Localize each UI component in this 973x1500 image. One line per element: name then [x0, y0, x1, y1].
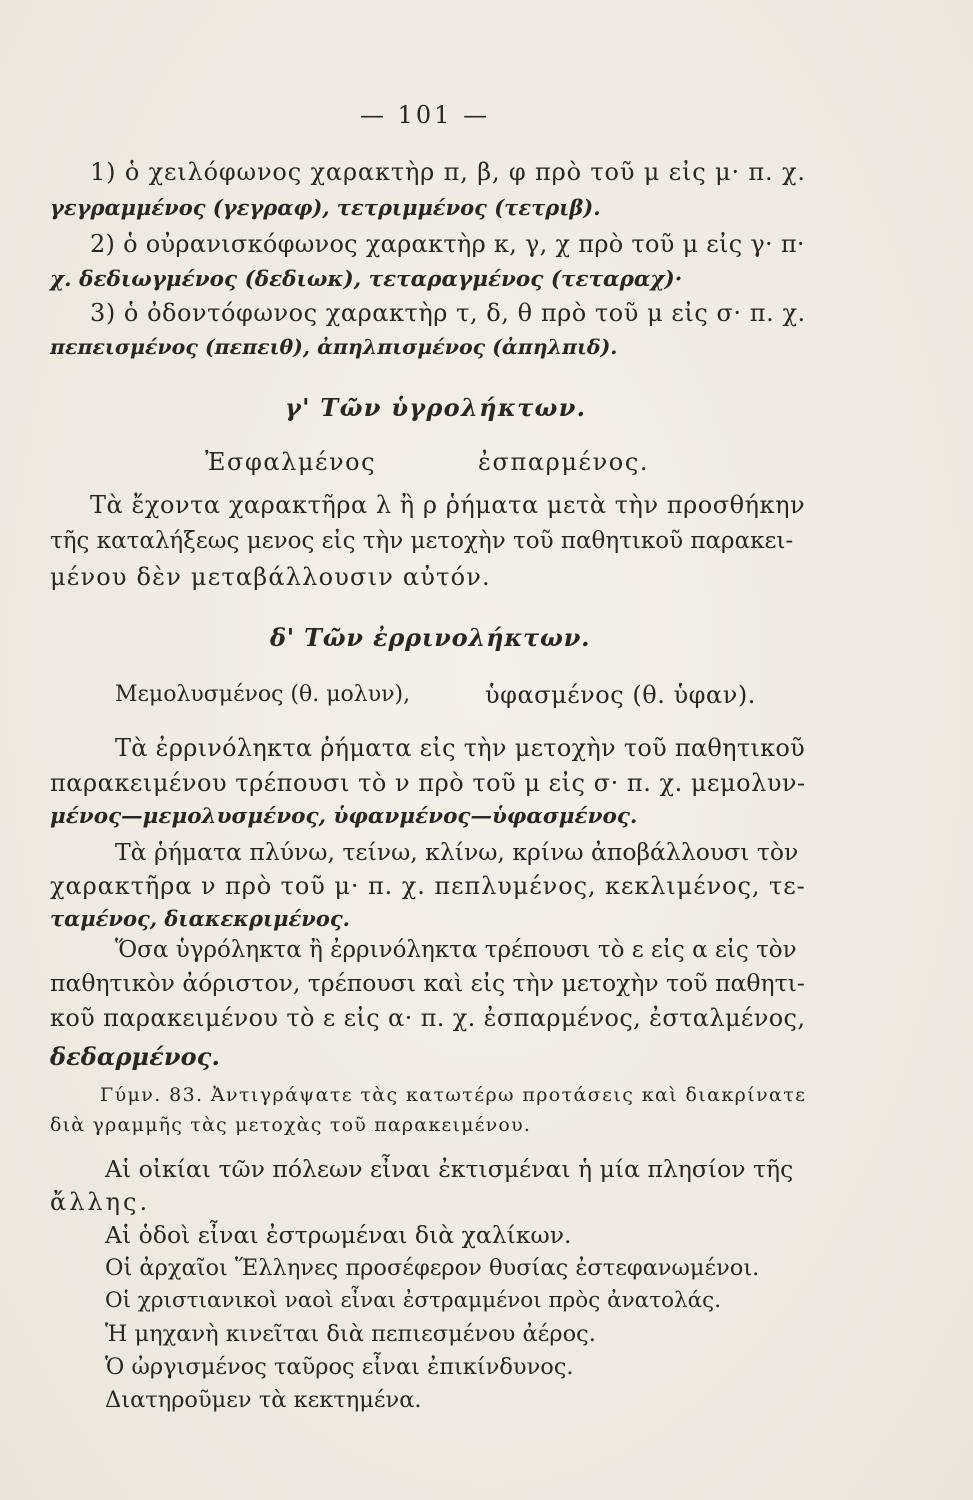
text-line: δεδαρμένος. — [50, 1042, 220, 1071]
text-line: κοῦ παρακειμένου τὸ ε εἰς α· π. χ. ἐσπαρμένος, ἐσταλμένος, — [50, 1004, 806, 1032]
exercise-line: Γύμν. 83. Ἀντιγράψατε τὰς κατωτέρω προτάσεις καὶ διακρίνατε — [100, 1084, 807, 1106]
text-line: τῆς καταλήξεως μενος εἰς τὴν μετοχὴν τοῦ παθητικοῦ παρακει- — [50, 528, 794, 554]
text-line: πεπεισμένος (πεπειθ), ἀπηλπισμένος (ἀπηλπιδ). — [50, 335, 618, 359]
sentence-line: ἄλλης. — [50, 1188, 151, 1216]
text-line: 2) ὁ οὐρανισκόφωνος χαρακτὴρ κ, γ, χ πρὸ τοῦ μ εἰς γ· π· — [90, 230, 805, 258]
text-line: Τὰ ῥήματα πλύνω, τείνω, κλίνω, κρίνω ἀποβάλλουσι τὸν — [115, 838, 799, 866]
example-word: ἐσπαρμένος. — [478, 448, 650, 476]
sentence-line: Οἱ ἀρχαῖοι Ἕλληνες προσέφερον θυσίας ἐστεφανωμένοι. — [105, 1255, 760, 1281]
example-word: Ἐσφαλμένος — [205, 448, 377, 476]
text-line: Τὰ ἔχοντα χαρακτῆρα λ ἢ ρ ῥήματα μετὰ τὴν προσθήκην — [90, 491, 806, 519]
section-heading: γ' Τῶν ὑγρολήκτων. — [285, 393, 587, 422]
sentence-line: Οἱ χριστιανικοὶ ναοὶ εἶναι ἐστραμμένοι πρὸς ἀνατολάς. — [105, 1288, 722, 1313]
sentence-line: Αἱ ὁδοὶ εἶναι ἐστρωμέναι διὰ χαλίκων. — [105, 1221, 572, 1249]
sentence-line: Αἱ οἰκίαι τῶν πόλεων εἶναι ἐκτισμέναι ἡ μία πλησίον τῆς — [105, 1155, 794, 1183]
text-line: μένος—μεμολυσμένος, ὑφανμένος—ὑφασμένος. — [50, 804, 638, 829]
text-line: Τὰ ἐρρινόληκτα ῥήματα εἰς τὴν μετοχὴν τοῦ παθητικοῦ — [115, 734, 805, 762]
page-number: — 101 — — [360, 101, 491, 129]
text-line: 1) ὁ χειλόφωνος χαρακτὴρ π, β, φ πρὸ τοῦ μ εἰς μ· π. χ. — [90, 158, 806, 186]
text-line: 3) ὁ ὀδοντόφωνος χαρακτὴρ τ, δ, θ πρὸ τοῦ μ εἰς σ· π. χ. — [90, 299, 806, 327]
text-line: μένου δὲν μεταβάλλουσιν αὐτόν. — [50, 563, 491, 591]
text-line: ταμένος, διακεκριμένος. — [50, 906, 350, 931]
sentence-line: Ὁ ὠργισμένος ταῦρος εἶναι ἐπικίνδυνος. — [105, 1354, 574, 1380]
text-line: παρακειμένου τρέπουσι τὸ ν πρὸ τοῦ μ εἰς σ· π. χ. μεμολυν- — [50, 769, 806, 797]
text-line: παθητικὸν ἀόριστον, τρέπουσι καὶ εἰς τὴν μετοχὴν τοῦ παθητι- — [50, 969, 805, 997]
sentence-line: Ἡ μηχανὴ κινεῖται διὰ πεπιεσμένου ἀέρος. — [105, 1321, 596, 1347]
section-heading: δ' Τῶν ἐρρινολήκτων. — [270, 623, 591, 652]
text-line: χ. δεδιωγμένος (δεδιωκ), τεταραγμένος (τεταραχ)· — [50, 267, 683, 292]
text-line: χαρακτῆρα ν πρὸ τοῦ μ· π. χ. πεπλυμένος, κεκλιμένος, τε- — [50, 872, 806, 900]
sentence-line: Διατηροῦμεν τὰ κεκτημένα. — [105, 1387, 422, 1413]
text-line: γεγραμμένος (γεγραφ), τετριμμένος (τετριβ). — [50, 195, 601, 220]
exercise-line: διὰ γραμμῆς τὰς μετοχὰς τοῦ παρακειμένου. — [50, 1114, 532, 1136]
text-line: Ὅσα ὑγρόληκτα ἢ ἐρρινόληκτα τρέπουσι τὸ ε εἰς α εἰς τὸν — [115, 937, 797, 963]
example-word: ὑφασμένος (θ. ὑφαν). — [485, 681, 756, 709]
example-word: Μεμολυσμένος (θ. μολυν), — [115, 682, 411, 707]
